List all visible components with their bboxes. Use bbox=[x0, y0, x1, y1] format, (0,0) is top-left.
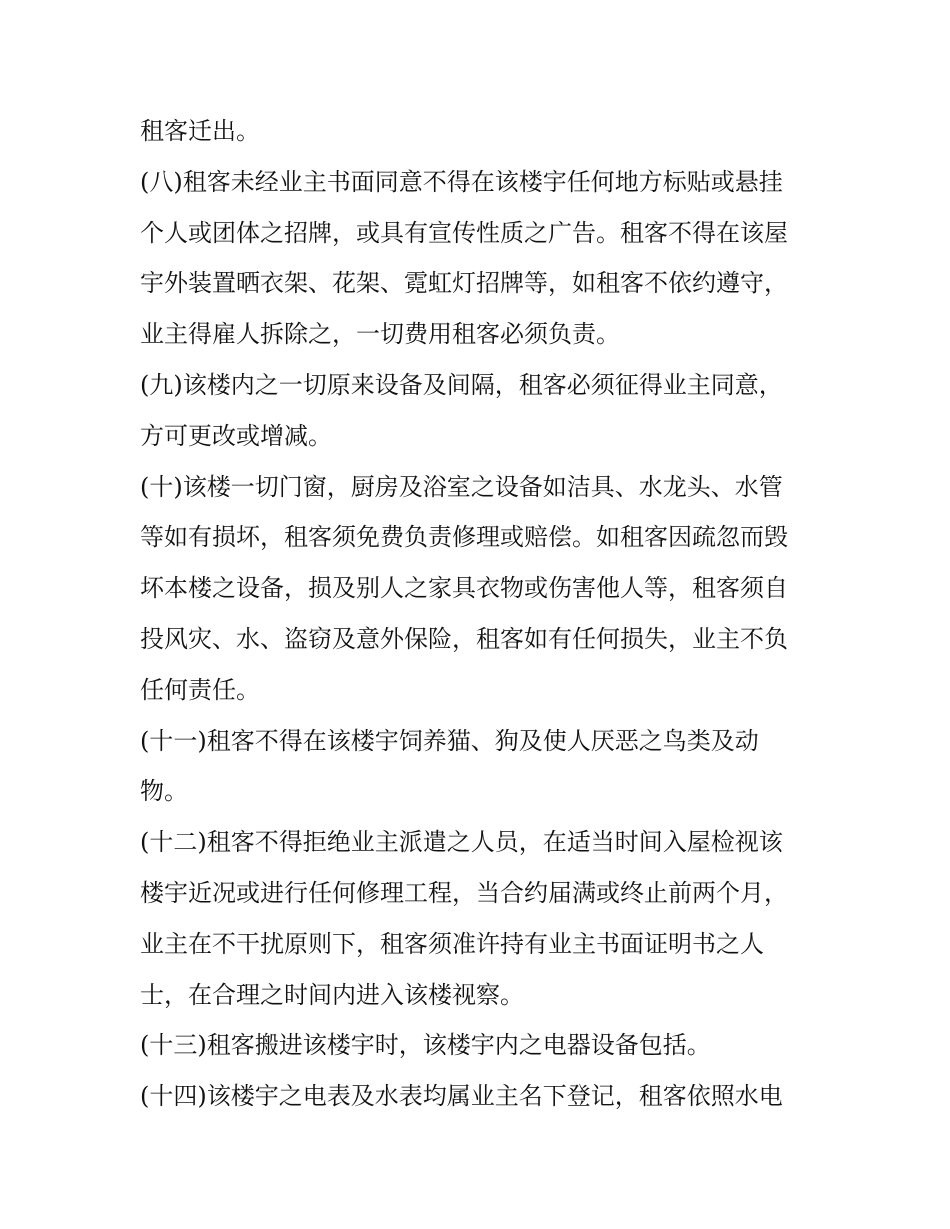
text-line: 业主在不干扰原则下，租客须准许持有业主书面证明书之人 bbox=[140, 929, 764, 958]
text-line: 等如有损坏，租客须免费负责修理或赔偿。如租客因疏忽而毁 bbox=[140, 523, 788, 552]
text-line: (十二)租客不得拒绝业主派遣之人员，在适当时间入屋检视该 bbox=[140, 828, 783, 857]
document-body bbox=[140, 106, 820, 1122]
text-line: 业主得雇人拆除之，一切费用租客必须负责。 bbox=[140, 320, 620, 349]
text-line: (九)该楼内之一切原来设备及间隔，租客必须征得业主同意， bbox=[140, 370, 783, 399]
text-line: 任何责任。 bbox=[140, 675, 260, 704]
text-line: 宇外装置晒衣架、花架、霓虹灯招牌等，如租客不依约遵守， bbox=[140, 269, 788, 298]
text-line: (八)租客未经业主书面同意不得在该楼宇任何地方标贴或悬挂 bbox=[140, 167, 783, 196]
text-line: 坏本楼之设备，损及别人之家具衣物或伤害他人等，租客须自 bbox=[140, 574, 788, 603]
text-line: (十三)租客搬进该楼宇时，该楼宇内之电器设备包括。 bbox=[140, 1031, 711, 1060]
text-line: 物。 bbox=[140, 777, 188, 806]
text-line: 士，在合理之时间内进入该楼视察。 bbox=[140, 980, 524, 1009]
text-line: 方可更改或增减。 bbox=[140, 421, 332, 450]
text-line: (十四)该楼宇之电表及水表均属业主名下登记，租客依照水电 bbox=[140, 1082, 783, 1111]
text-line: 个人或团体之招牌，或具有宣传性质之广告。租客不得在该屋 bbox=[140, 218, 788, 247]
text-line: (十)该楼一切门窗，厨房及浴室之设备如洁具、水龙头、水管 bbox=[140, 472, 783, 501]
text-line: 租客迁出。 bbox=[140, 117, 260, 145]
text-line: 楼宇近况或进行任何修理工程，当合约届满或终止前两个月， bbox=[140, 878, 788, 907]
text-line: 投风灾、水、盗窃及意外保险，租客如有任何损失，业主不负 bbox=[140, 624, 788, 653]
text-line: (十一)租客不得在该楼宇饲养猫、狗及使人厌恶之鸟类及动 bbox=[140, 726, 759, 755]
